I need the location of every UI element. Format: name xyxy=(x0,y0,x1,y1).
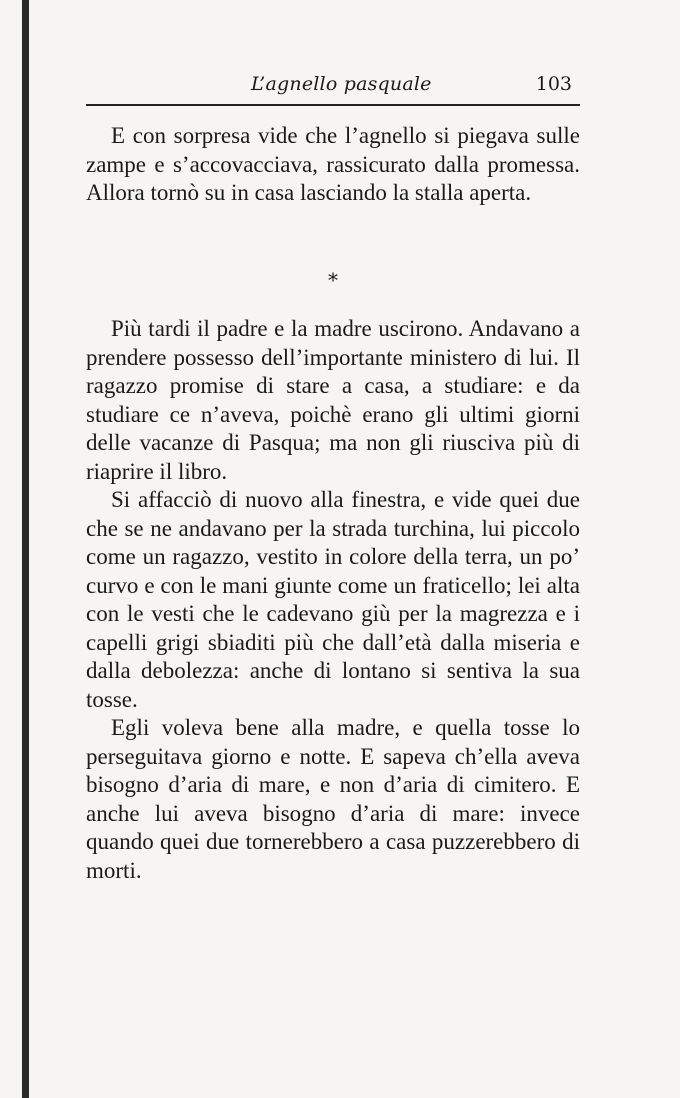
page-binding-edge xyxy=(22,0,29,1098)
paragraph: Egli voleva bene alla madre, e quella tosse lo perseguitava giorno e notte. E sapeva ch’ella aveva bisogno d’aria di mare, e non d’aria di cimitero. E anche lui aveva bisogno d’aria di mare: invece quando quei due tornerebbero a casa puzzerebbero di morti. xyxy=(86,715,580,883)
section-separator: * xyxy=(328,268,338,292)
text-block-main xyxy=(86,315,580,885)
running-title: L’agnello pasquale xyxy=(251,73,432,95)
paragraph: E con sorpresa vide che l’agnello si piegava sulle zampe e s’accovacciava, rassicurato dalla promessa. Allora tornò su in casa lasciando la stalla aperta. xyxy=(86,123,580,205)
page-header xyxy=(86,70,580,106)
page-number: 103 xyxy=(535,73,572,95)
paragraph: Si affacciò di nuovo alla finestra, e vide quei due che se ne andavano per la strada turchina, lui piccolo come un ragazzo, vestito in colore della terra, un po’ curvo e con le mani giunte come un fraticello; lei alta con le vesti che le cadevano giù per la magrezza e i capelli grigi sbiaditi più che dall’età dalla miseria e dalla debolezza: anche di lontano si sentiva la sua tosse. xyxy=(86,487,580,712)
text-block-top xyxy=(86,122,580,208)
paragraph: Più tardi il padre e la madre uscirono. Andavano a prendere possesso dell’importante ministero di lui. Il ragazzo promise di stare a casa, a studiare: e da studiare ce n’aveva, poichè erano gli ultimi giorni delle vacanze di Pasqua; ma non gli riusciva più di riaprire il libro. xyxy=(86,316,580,484)
